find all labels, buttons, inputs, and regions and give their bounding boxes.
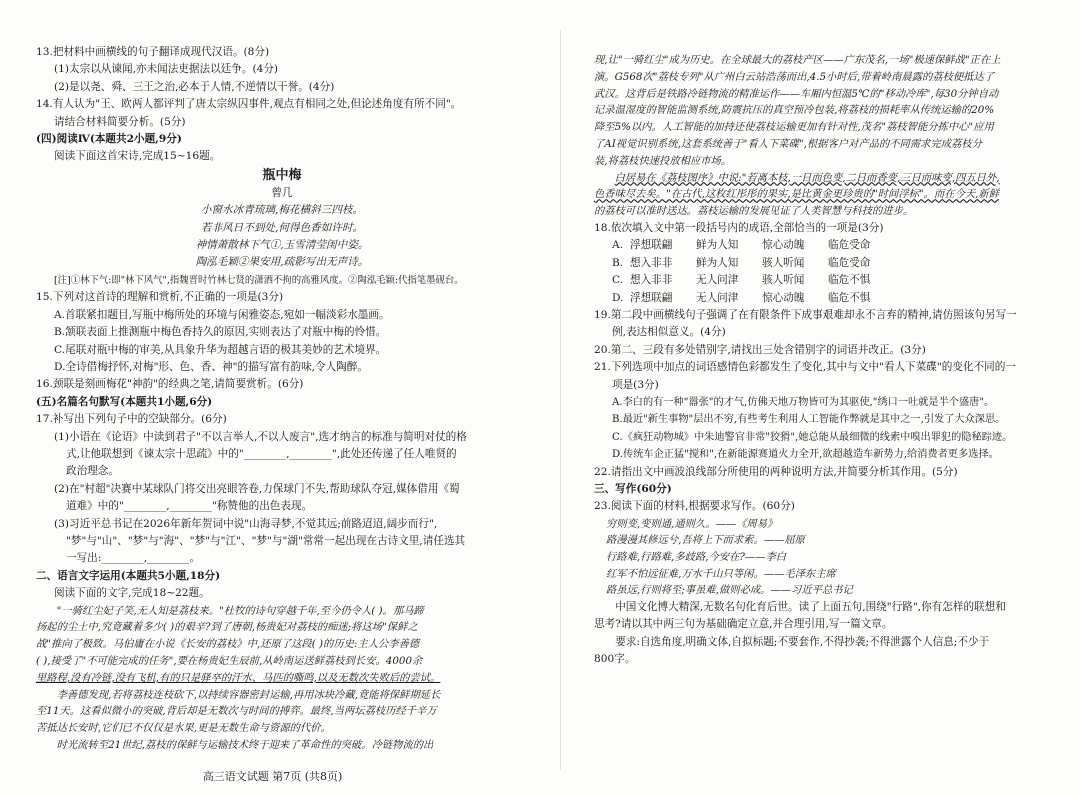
poem-note: [注]①林下气:即"林下风气",指魏晋时竹林七贤的潇洒不拘的高雅风度。②陶泓毛颖:代指笔墨砚台。	[54, 274, 464, 286]
q23-requirements-cont: 800字。	[594, 653, 636, 666]
q21-option-c: C.《疯狂动物城》中朱迪警官非常"狡猾",她总能从最细微的线索中嗅出罪犯的隐秘踪迹。	[612, 431, 1013, 443]
option-word: 想入非非	[630, 274, 673, 287]
passage-line: 记录温湿度的智能监测系统,防震抗压的真空预冷包装,将荔枝的损耗率从传统运输的20%	[594, 104, 995, 117]
q15-option-d: D.全诗借梅抒怀,对梅"形、色、香、神"的描写富有韵味,令人陶醉。	[54, 360, 368, 373]
option-key: A.	[612, 239, 624, 252]
q13-sub1: (1)太宗以从谏闻,亦未闻法吏据法以廷争。(4分)	[54, 63, 279, 76]
passage-line: 降至5%以内。人工智能的加持还使荔枝运输更加有针对性,茂名"荔枝智能分拣中心"应用	[594, 121, 994, 134]
passage-line: 扬起的尘土中,究竟藏着多少( )的艰辛?到了唐朝,杨贵妃对荔枝的痴迷;将这场"保鲜之	[36, 621, 418, 634]
option-word: 想入非非	[630, 256, 673, 269]
q23-quote: 路漫漫其修远兮,吾将上下而求索。——屈原	[606, 534, 805, 547]
q19-stem: 19.第二段中画横线句子强调了在有限条件下成事艰难却永不言弃的精神,请仿照该句另写一	[594, 309, 1017, 321]
q15-option-b: B.颔联表面上推测瓶中梅色香持久的原因,实则表达了对瓶中梅的怜惜。	[54, 326, 387, 339]
q14-cont: 请结合材料简要分析。(5分)	[54, 115, 186, 128]
section-reading-4: (四)阅读Ⅳ(本题共2小题,9分)	[36, 133, 182, 146]
q23-quote: 路虽远,行则将至;事虽难,做则必成。——习近平总书记	[606, 584, 853, 597]
section-reading-4-intro: 阅读下面这首宋诗,完成15~16题。	[54, 150, 221, 163]
option-key: B.	[612, 256, 624, 269]
option-word: 临危受命	[828, 239, 871, 252]
passage-line-wavy: 色香味尽去矣。"在古代,这枚红彤彤的果实,是比黄金更珍贵的"时间浮标"。而在今天,新鲜	[594, 188, 1000, 201]
passage-line: 装,将荔枝快速投放相应市场。	[594, 154, 732, 167]
q15-option-a: A.首联紧扣题目,写瓶中梅所处的环境与闲雅姿态,宛如一幅淡彩水墨画。	[54, 308, 390, 321]
q14-stem: 14.有人认为"王、欧两人都评判了唐太宗纵囚事件,观点有相同之处,但论述角度有所不同"。	[36, 98, 462, 111]
q22-stem: 22.请指出文中画波浪线部分所使用的两种说明方法,并简要分析其作用。(5分)	[594, 465, 958, 478]
q17-sub2-line1: (2)在"村超"决赛中某球队门将交出亮眼答卷,力保球门不失,帮助球队夺冠,媒体借用《蜀	[54, 482, 460, 495]
passage-line: "一骑红尘妃子笑,无人知是荔枝来。"杜牧的诗句穿越千年,至今仍令人( )。那马蹄	[56, 604, 424, 617]
passage-line-underlined: 里路程,没有冷链,没有飞机,有的只是驿卒的汗水、马匹的嘶鸣,以及无数次失败后的尝试。	[36, 671, 441, 684]
option-word: 浮想联翩	[630, 239, 673, 252]
option-word: 鲜为人知	[696, 256, 739, 269]
option-word: 鲜为人知	[696, 239, 739, 252]
option-word: 临危受命	[828, 256, 871, 269]
q17-sub3-line1: (3)习近平总书记在2026年新年贺词中说"山海寻梦,不觉其远;前路迢迢,阔步而行",	[54, 517, 438, 530]
q17-sub3-line3: 一写出:________,________。	[66, 552, 201, 565]
poem-line: 神情萧散林下气①,玉雪清莹闺中姿。	[195, 239, 369, 252]
option-key: C.	[612, 274, 624, 287]
q18-stem: 18.依次填入文中第一段括号内的成语,全部恰当的一项是(3分)	[594, 221, 884, 234]
q23-material: 中国文化博大精深,无数名句化育后世。读了上面五句,围绕"行路",你有怎样的联想和	[615, 600, 1006, 613]
option-word: 骇人听闻	[762, 274, 805, 287]
poem-line: 若非风日不到处,何得色香如许时。	[200, 221, 364, 234]
q17-sub1-line2: 式,让他联想到《谏太宗十思疏》中的"________,________",此处还传递了任人唯贤的	[66, 447, 457, 460]
option-word: 惊心动魄	[762, 291, 805, 304]
option-word: 无人问津	[696, 291, 739, 304]
option-word: 临危不惧	[828, 274, 871, 287]
q17-sub1-line1: (1)小语在《论语》中读到君子"不以言举人,不以人废言",选才纳言的标准与简明对仗的格	[54, 430, 467, 443]
q18-option-c	[594, 272, 1044, 289]
q23-quote: 穷则变,变则通,通则久。——《周易》	[606, 517, 778, 530]
passage-line: 战"推向了极致。马伯庸在小说《长安的荔枝》中,还原了这段( )的历史:主人公李善德	[36, 638, 420, 651]
poem-title: 瓶中梅	[262, 167, 302, 183]
q17-sub3-line2: "梦"与"山"、"梦"与"海"、"梦"与"江"、"梦"与"湖"常常一起出现在古诗文里,请任选其	[66, 534, 466, 547]
q17-stem: 17.补写出下列句子中的空缺部分。(6分)	[36, 413, 227, 426]
q20-stem: 20.第二、三段有多处错别字,请找出三处含错别字的词语并改正。(3分)	[594, 343, 926, 356]
passage-line: 现,让"一骑红尘"成为历史。在全球最大的荔枝产区——广东茂名,一场"极速保鲜战"正在上	[594, 54, 1001, 66]
q15-stem: 15.下列对这首诗的理解和赏析,不正确的一项是(3分)	[36, 291, 284, 304]
column-divider	[560, 30, 561, 770]
passage-line: 的荔枝可以准时送达。荔枝运输的发展见证了人类智慧与科技的进步。	[594, 205, 914, 218]
option-word: 浮想联翩	[630, 291, 673, 304]
q18-option-b	[594, 255, 1044, 272]
q21-cont: 项是(3分)	[612, 378, 659, 391]
q23-material-cont: 思考?请以其中两三句为基础确定立意,并合理引用,写一篇文章。	[594, 618, 893, 631]
option-word: 临危不惧	[828, 291, 871, 304]
section-language-use-intro: 阅读下面的文字,完成18~22题。	[54, 587, 210, 600]
left-column	[36, 44, 528, 754]
q18-option-d	[594, 290, 1044, 307]
q13-sub2: (2)是以尧、舜、三王之治,必本于人情,不逆情以干誉。(4分)	[54, 80, 335, 93]
option-word: 骇人听闻	[762, 256, 805, 269]
option-key: D.	[612, 291, 624, 304]
q15-option-c: C.尾联对瓶中梅的审美,从具象升华为超越言语的极其美妙的艺术境界。	[54, 343, 387, 356]
option-word: 无人问津	[696, 274, 739, 287]
q17-sub2-line2: 道难》中的"________,________"称赞他的出色表现。	[66, 500, 313, 513]
q18-option-a	[594, 237, 1044, 254]
passage-line: 演。G568次"荔枝专列"从广州白云站浩荡而出,4.5小时后,带着岭南晨露的荔枝便抵达了	[594, 70, 995, 83]
passage-line: 武汉。这背后是铁路冷链物流的精准运作——车厢内恒温5℃的"移动冷库",每30分钟自动	[594, 87, 999, 100]
q21-stem: 21.下列选项中加点的词语感情色彩都发生了变化,其中与文中"看人下菜碟"的变化不同的一	[594, 361, 1016, 374]
q23-quote: 红军不怕远征难,万水千山只等闲。——毛泽东主席	[606, 567, 836, 580]
section-language-use: 二、语言文字运用(本题共5小题,18分)	[36, 569, 221, 582]
passage-line: ( ),接受了"不可能完成的任务",要在杨贵妃生辰前,从岭南运送鲜荔枝到长安。4000余	[36, 654, 423, 667]
passage-line: 了AI视觉识别系统,这套系统善于"看人下菜碟",根据客户对产品的不同需求完成荔枝分	[594, 137, 982, 150]
q21-option-d: D.传统车企正猛"搅和",在新能源赛道火力全开,欲超越造车新势力,给消费者更多选择。	[612, 449, 999, 461]
passage-line: 苦抵达长安时,它们已不仅仅是水果,更是无数生命与资源的代价。	[36, 722, 331, 735]
passage-line-wavy: 白居易在《荔枝图序》中说:"若离本枝,一日而色变,二日而香变,三日而味变,四五日外,	[614, 171, 1000, 184]
poem-line: 陶泓毛颖②果安用,疏影写出无声诗。	[195, 256, 369, 269]
q21-option-b: B.最近"新生事物"层出不穷,有些考生利用人工智能作弊就是其中之一,引发了大众深思。	[612, 414, 1006, 426]
q23-stem: 23.阅读下面的材料,根据要求写作。(60分)	[594, 500, 795, 513]
passage-line: 时光流转至21世纪,荔枝的保鲜与运输技术终于迎来了革命性的突破。冷链物流的出	[56, 738, 434, 751]
q21-option-a: A.李白的有一种"嚣张"的才气,仿佛天地万物皆可为其驱使,"绣口一吐就是半个盛唐"。	[612, 397, 995, 409]
passage-line: 李善德发现,若将荔枝连枝砍下,以持续容器密封运输,再用冰块冷藏,竟能将保鲜期延长	[56, 688, 441, 701]
q17-sub1-line3: 政治理念。	[66, 465, 119, 478]
section-writing: 三、写作(60分)	[594, 483, 672, 496]
right-column	[594, 52, 1044, 668]
section-recitation: (五)名篇名句默写(本题共1小题,6分)	[36, 395, 213, 408]
poem-author: 曾几	[271, 186, 293, 199]
poem-line: 小窗水冰青琉璃,梅花横斜三四枝。	[200, 204, 364, 217]
page-footer: 高三语文试题 第7页 (共8页)	[202, 770, 343, 783]
q16-stem: 16.颈联是刻画梅花"神韵"的经典之笔,请简要赏析。(6分)	[36, 378, 304, 391]
option-word: 惊心动魄	[762, 239, 805, 252]
q23-requirements: 要求:自选角度,明确文体,自拟标题;不要套作,不得抄袭;不得泄露个人信息;不少于	[615, 635, 990, 648]
q19-cont: 例,表达相似意义。(4分)	[612, 326, 726, 339]
passage-line: 至11天。这看似微小的突破,背后却是无数次与时间的搏弈。最终,当两坛荔枝历经千辛万	[36, 705, 437, 718]
q13-stem: 13.把材料中画横线的句子翻译成现代汉语。(8分)	[36, 46, 270, 58]
q23-quote: 行路难,行路难,多歧路,今安在?——李白	[606, 551, 787, 564]
